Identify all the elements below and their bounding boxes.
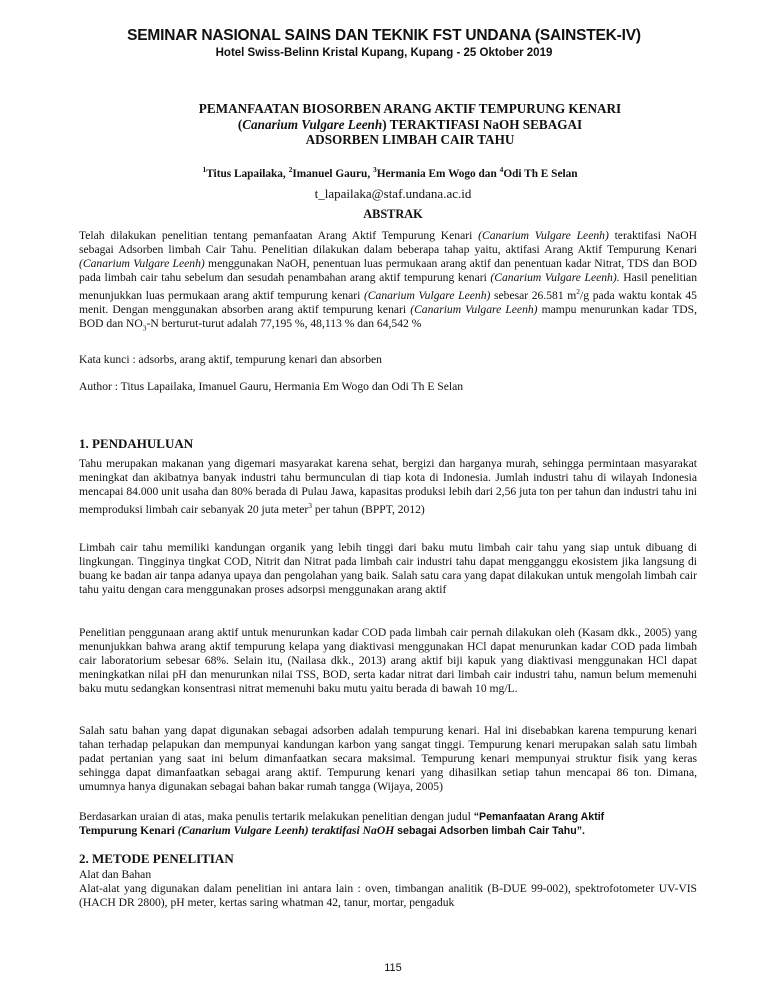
section-2-heading: 2. METODE PENELITIAN (79, 851, 234, 866)
subsection-tools-materials: Alat dan Bahan (79, 868, 152, 881)
title-line-1: PEMANFAATAN BIOSORBEN ARANG AKTIF TEMPURUNG KENARI (198, 101, 622, 116)
conference-title: SEMINAR NASIONAL SAINS DAN TEKNIK FST UNDANA (SAINSTEK-IV) (127, 27, 641, 44)
author-line: Author : Titus Lapailaka, Imanuel Gauru, Hermania Em Wogo dan Odi Th E Selan (79, 380, 464, 393)
methods-paragraph-1: Alat-alat yang digunakan dalam penelitian ini antara lain : oven, timbangan analitik (B-DUE 99-002), spektrofotometer UV-VIS (HACH DR 2800), pH meter, kertas saring whatman 42, tanur, mortar, pengaduk (79, 882, 697, 910)
section-1-heading: 1. PENDAHULUAN (79, 436, 194, 451)
intro-paragraph-4: Salah satu bahan yang dapat digunakan sebagai adsorben adalah tempurung kenari. Hal ini disebabkan karena tempurung kenari tahan terhadap pelapukan dan mempunyai kandungan karbon yang sangat tinggi. Tempurung kenari merupakan salah satu limbah padat pertanian yang saat ini belum dimanfaatkan secara maksimal. Tempurung kenari mempunyai struktur fisik yang keras sehingga dapat dimanfaatkan sebagai arang aktif. Tempurung kenari yang dihasilkan setiap tahun mencapai 86 ton. Dimana, umumnya hanya digunakan sebagai bahan bakar rumah tangga (Wijaya, 2005) (79, 724, 697, 794)
abstract-body: Telah dilakukan penelitian tentang pemanfaatan Arang Aktif Tempurung Kenari (Canarium Vulgare Leenh) teraktifasi NaOH sebagai Adsorben limbah Cair Tahu. Penelitian dilakukan dalam beberapa tahap yaitu, aktifasi Arang Aktif Tempurung Kenari (Canarium Vulgare Leenh) menggunakan NaOH, penentuan luas permukaan arang aktif dan penentuan kadar Nitrat, TDS dan BOD pada limbah cair tahu sebelum dan sesudah penambahan arang aktif tempurung kenari (Canarium Vulgare Leenh). Hasil penelitian menunjukkan luas permukaan arang aktif tempurung kenari (Canarium Vulgare Leenh) sebesar 26.581 $m^2/g$ pada waktu kontak 45 menit. Dengan menggunakan absorben arang aktif tempurung kenari (Canarium Vulgare Leenh) mampu menurunkan kadar TDS, BOD dan $NO_3-N$ berturut-turut adalah 77,195 %, 48,113 % dan 64,542 % (79, 229, 697, 333)
intro-paragraph-2: Limbah cair tahu memiliki kandungan organik yang lebih tinggi dari baku mutu limbah cair tahu yang siap untuk dibuang di lingkungan. Tingginya tingkat COD, Nitrit dan Nitrat pada limbah cair industri tahu dapat mengganggu ekosistem jika langsung di buang ke badan air tanpa adanya upaya dan pengolahan yang baik. Salah satu cara yang dapat dilakukan untuk mengolah limbah cair tahu yaitu dengan cara menggunakan proses adsorpsi menggunakan arang aktif (79, 541, 697, 597)
keywords: Kata kunci : adsorbs, arang aktif, tempurung kenari dan absorben (79, 353, 382, 366)
title-line-3: ADSORBEN LIMBAH CAIR TAHU (305, 132, 515, 147)
intro-paragraph-1: Tahu merupakan makanan yang digemari masyarakat karena sehat, bergizi dan harganya murah, sehingga permintaan masyarakat meningkat dan akibatnya banyak industri tahu bermunculan di tiap kota di Indonesia. Jumlah industri tahu di wilayah Indonesia mencapai 84.000 unit usaha dan 80% berada di Pulau Jawa, kapasitas produksi lebih dari 2,56 juta ton per tahun dan industri tahu ini memproduksi limbah cair sebanyak 20 juta meter$^3$ per tahun (BPPT, 2012) (79, 457, 697, 517)
title-line-2: (Canarium Vulgare Leenh) TERAKTIFASI NaOH SEBAGAI (237, 116, 583, 132)
author-list: $^1$Titus Lapailaka, $^2$Imanuel Gauru, $^3$Hermania Em Wogo dan $^4$Odi Th E Selan (202, 165, 578, 180)
author-email: t_lapailaka@staf.undana.ac.id (314, 186, 472, 201)
conference-venue: Hotel Swiss-Belinn Kristal Kupang, Kupang - 25 Oktober 2019 (215, 47, 553, 59)
paper-title (120, 101, 700, 148)
intro-paragraph-3: Penelitian penggunaan arang aktif untuk menurunkan kadar COD pada limbah cair pernah dilakukan oleh (Kasam dkk., 2005) yang menunjukkan bahwa arang aktif tempurung kelapa yang diaktivasi menggunakan HCl dapat menurunkan kadar COD pada limbah cair laboratorium sebesar 68%. Selain itu, (Nailasa dkk., 2013) arang aktif biji kapuk yang diaktivasi menggunakan HCl dapat meningkatkan nilai pH dan menurunkan nilai TSS, BOD, serta kadar nitrat dari limbah cair industri tahu, namun belum memenuhi baku mutu sedangkan konsentrasi nitrat memenuhi baku mutu yaitu berada di bawah 10 mg/L. (79, 626, 697, 696)
abstract-heading: ABSTRAK (363, 207, 423, 221)
intro-paragraph-5: Berdasarkan uraian di atas, maka penulis tertarik melakukan penelitian dengan judul “Pemanfaatan Arang Aktif Tempurung Kenari (Canarium Vulgare Leenh) teraktifasi NaOH sebagai Adsorben limbah Cair Tahu”. (79, 810, 605, 838)
page-number: 115 (384, 962, 402, 974)
title-species: Canarium Vulgare Leenh (242, 116, 383, 132)
